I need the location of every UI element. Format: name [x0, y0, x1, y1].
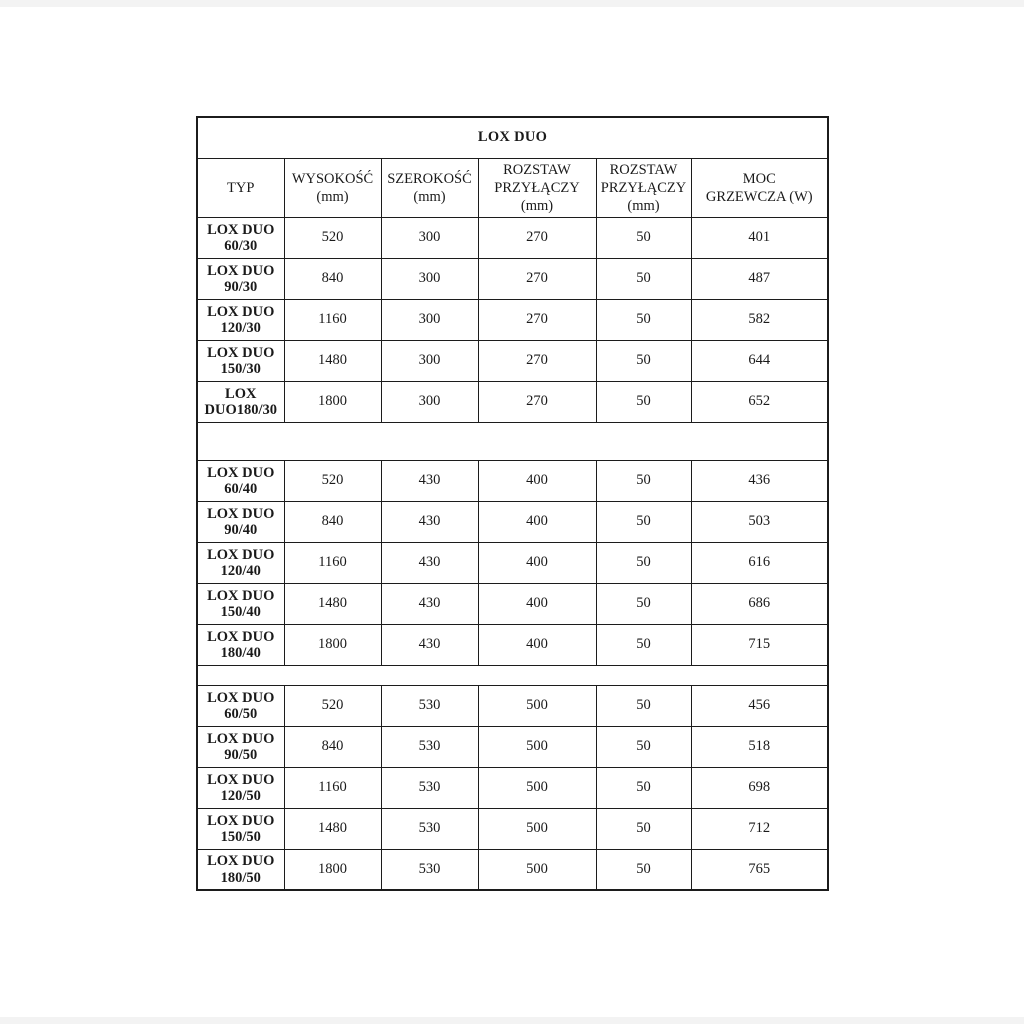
value-cell: 520: [284, 217, 381, 258]
value-cell: 430: [381, 501, 478, 542]
spacer-row: [197, 422, 828, 460]
value-cell: 765: [691, 849, 828, 890]
table-row: [197, 299, 828, 340]
table-row: [197, 624, 828, 665]
value-cell: 430: [381, 460, 478, 501]
typ-cell: LOX DUO 90/50: [197, 726, 284, 767]
value-cell: 530: [381, 808, 478, 849]
value-cell: 652: [691, 381, 828, 422]
value-cell: 50: [596, 849, 691, 890]
value-cell: 300: [381, 340, 478, 381]
value-cell: 430: [381, 583, 478, 624]
typ-cell: LOX DUO 90/30: [197, 258, 284, 299]
value-cell: 430: [381, 624, 478, 665]
value-cell: 530: [381, 767, 478, 808]
header-line: TYP: [227, 179, 255, 196]
value-cell: 436: [691, 460, 828, 501]
typ-cell: LOX DUO180/30: [197, 381, 284, 422]
header-line: (mm): [520, 197, 554, 214]
spacer-cell: [197, 422, 828, 460]
value-cell: 500: [478, 808, 596, 849]
spec-table: [196, 116, 829, 891]
value-cell: 500: [478, 685, 596, 726]
value-cell: 840: [284, 258, 381, 299]
value-cell: 270: [478, 217, 596, 258]
column-header-rozstaw-przylaczy-2: [596, 158, 691, 217]
table-title-row: [197, 117, 828, 158]
header-line: PRZYŁĄCZY: [494, 179, 580, 196]
value-cell: 300: [381, 258, 478, 299]
typ-cell: LOX DUO 150/40: [197, 583, 284, 624]
value-cell: 50: [596, 217, 691, 258]
value-cell: 500: [478, 849, 596, 890]
typ-cell: LOX DUO 60/50: [197, 685, 284, 726]
value-cell: 50: [596, 460, 691, 501]
header-line: WYSOKOŚĆ: [291, 170, 374, 187]
value-cell: 50: [596, 624, 691, 665]
value-cell: 50: [596, 258, 691, 299]
value-cell: 400: [478, 542, 596, 583]
header-line: (mm): [316, 188, 349, 205]
table-row: [197, 460, 828, 501]
value-cell: 300: [381, 217, 478, 258]
value-cell: 644: [691, 340, 828, 381]
table-row: [197, 258, 828, 299]
value-cell: 270: [478, 299, 596, 340]
value-cell: 401: [691, 217, 828, 258]
typ-cell: LOX DUO 120/50: [197, 767, 284, 808]
typ-cell: LOX DUO 150/30: [197, 340, 284, 381]
typ-cell: LOX DUO 90/40: [197, 501, 284, 542]
value-cell: 500: [478, 767, 596, 808]
header-line: MOC: [742, 170, 776, 187]
value-cell: 500: [478, 726, 596, 767]
value-cell: 400: [478, 583, 596, 624]
value-cell: 270: [478, 258, 596, 299]
value-cell: 503: [691, 501, 828, 542]
value-cell: 1480: [284, 808, 381, 849]
value-cell: 1160: [284, 542, 381, 583]
value-cell: 518: [691, 726, 828, 767]
value-cell: 300: [381, 381, 478, 422]
value-cell: 50: [596, 340, 691, 381]
value-cell: 487: [691, 258, 828, 299]
table-row: [197, 340, 828, 381]
value-cell: 456: [691, 685, 828, 726]
value-cell: 530: [381, 726, 478, 767]
bottom-edge-strip: [0, 1017, 1024, 1024]
typ-cell: LOX DUO 180/50: [197, 849, 284, 890]
value-cell: 582: [691, 299, 828, 340]
table-row: [197, 583, 828, 624]
column-header-typ: [197, 158, 284, 217]
value-cell: 300: [381, 299, 478, 340]
typ-cell: LOX DUO 180/40: [197, 624, 284, 665]
header-line: (mm): [627, 197, 660, 214]
value-cell: 840: [284, 726, 381, 767]
value-cell: 270: [478, 340, 596, 381]
value-cell: 50: [596, 583, 691, 624]
value-cell: 616: [691, 542, 828, 583]
value-cell: 686: [691, 583, 828, 624]
value-cell: 1800: [284, 849, 381, 890]
value-cell: 520: [284, 685, 381, 726]
value-cell: 400: [478, 460, 596, 501]
value-cell: 840: [284, 501, 381, 542]
value-cell: 530: [381, 849, 478, 890]
table-row: [197, 542, 828, 583]
value-cell: 50: [596, 381, 691, 422]
value-cell: 400: [478, 501, 596, 542]
value-cell: 50: [596, 767, 691, 808]
spec-table-body: [197, 117, 828, 890]
typ-cell: LOX DUO 120/30: [197, 299, 284, 340]
value-cell: 50: [596, 726, 691, 767]
table-row: [197, 726, 828, 767]
value-cell: 520: [284, 460, 381, 501]
value-cell: 270: [478, 381, 596, 422]
value-cell: 400: [478, 624, 596, 665]
header-line: ROZSTAW: [609, 161, 678, 178]
table-row: [197, 685, 828, 726]
value-cell: 712: [691, 808, 828, 849]
table-header-row: [197, 158, 828, 217]
typ-cell: LOX DUO 60/30: [197, 217, 284, 258]
header-line: PRZYŁĄCZY: [600, 179, 687, 196]
spacer-row: [197, 665, 828, 685]
table-row: [197, 849, 828, 890]
table-row: [197, 808, 828, 849]
value-cell: 1480: [284, 340, 381, 381]
header-line: SZEROKOŚĆ: [387, 170, 472, 187]
value-cell: 1160: [284, 767, 381, 808]
value-cell: 1800: [284, 624, 381, 665]
table-title: LOX DUO: [197, 117, 828, 158]
typ-cell: LOX DUO 120/40: [197, 542, 284, 583]
value-cell: 715: [691, 624, 828, 665]
header-line: ROZSTAW: [503, 161, 571, 178]
value-cell: 430: [381, 542, 478, 583]
table-row: [197, 767, 828, 808]
value-cell: 1480: [284, 583, 381, 624]
value-cell: 50: [596, 501, 691, 542]
table-row: [197, 501, 828, 542]
typ-cell: LOX DUO 60/40: [197, 460, 284, 501]
value-cell: 50: [596, 808, 691, 849]
typ-cell: LOX DUO 150/50: [197, 808, 284, 849]
column-header-szerokosc: [381, 158, 478, 217]
value-cell: 530: [381, 685, 478, 726]
table-row: [197, 217, 828, 258]
value-cell: 698: [691, 767, 828, 808]
spacer-cell: [197, 665, 828, 685]
table-row: [197, 381, 828, 422]
value-cell: 50: [596, 299, 691, 340]
value-cell: 50: [596, 685, 691, 726]
value-cell: 50: [596, 542, 691, 583]
header-line: (mm): [413, 188, 446, 205]
value-cell: 1160: [284, 299, 381, 340]
value-cell: 1800: [284, 381, 381, 422]
header-line: GRZEWCZA (W): [705, 188, 813, 205]
column-header-moc-grzewcza: [691, 158, 828, 217]
column-header-wysokosc: [284, 158, 381, 217]
column-header-rozstaw-przylaczy-1: [478, 158, 596, 217]
spec-table-container: [196, 116, 827, 891]
top-edge-strip: [0, 0, 1024, 7]
